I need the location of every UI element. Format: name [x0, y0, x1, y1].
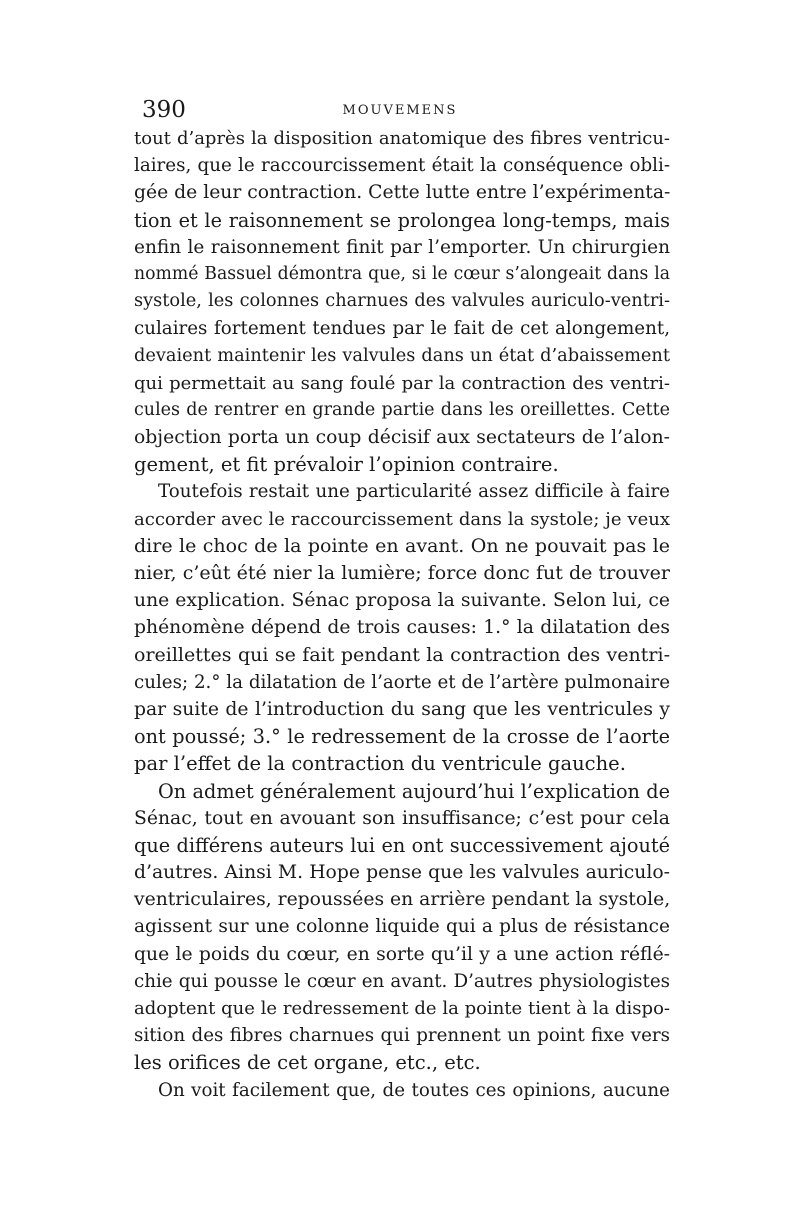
text-line: On voit facilement que, de toutes ces opinions, aucune	[158, 1079, 670, 1101]
text-line: gement, et fit prévaloir l’opinion contraire.	[134, 453, 559, 477]
page-header	[130, 95, 670, 125]
text-line: par suite de l’introduction du sang que les ventricules y	[134, 698, 670, 720]
text-line: agissent sur une colonne liquide qui a plus de résistance	[134, 916, 670, 938]
text-line: phénomène dépend de trois causes: 1.° la dilatation des	[134, 617, 670, 639]
text-line: chie qui pousse le cœur en avant. D’autres physiologistes	[134, 970, 670, 992]
text-line: cules; 2.° la dilatation de l’aorte et de l’artère pulmonaire	[134, 671, 670, 693]
text-line: nier, c’eût été nier la lumière; force donc fut de trouver	[134, 562, 670, 584]
text-line: accorder avec le raccourcissement dans la systole; je veux	[134, 508, 670, 530]
text-line: cules de rentrer en grande partie dans les oreillettes. Cette	[134, 399, 670, 420]
text-line: sition des fibres charnues qui prennent un point fixe vers	[134, 1025, 670, 1047]
text-line: Sénac, tout en avouant son insuffisance; c’est pour cela	[134, 807, 670, 829]
text-line: oreillettes qui se fait pendant la contraction des ventri-	[134, 643, 670, 666]
text-line: adoptent que le redressement de la pointe tient à la dispo-	[134, 998, 670, 1019]
running-head: MOUVEMENS	[342, 103, 458, 118]
text-line: par l’effet de la contraction du ventricule gauche.	[134, 752, 626, 776]
text-line: On admet généralement aujourd’hui l’explication de	[158, 779, 670, 803]
page-number: 390	[142, 97, 186, 123]
text-line: les orifices de cet organe, etc., etc.	[134, 1051, 481, 1075]
text-line: d’autres. Ainsi M. Hope pense que les valvules auriculo-	[134, 862, 670, 884]
text-line: qui permettait au sang foulé par la contraction des ventri-	[134, 372, 670, 394]
text-line: enfin le raisonnement finit par l’emporter. Un chirurgien	[134, 236, 670, 258]
text-line: laires, que le raccourcissement était la conséquence obli-	[134, 155, 670, 177]
text-line: Toutefois restait une particularité assez difficile à faire	[158, 481, 670, 503]
text-line: objection porta un coup décisif aux sectateurs de l’alon-	[134, 427, 670, 449]
text-line: culaires fortement tendues par le fait de cet alongement,	[134, 318, 670, 340]
text-line: que le poids du cœur, en sorte qu’il y a une action réflé-	[134, 943, 670, 965]
text-line: dire le choc de la pointe en avant. On ne pouvait pas le	[134, 534, 670, 557]
text-line: tout d’après la disposition anatomique des fibres ventricu-	[134, 128, 670, 149]
text-line: ventriculaires, repoussées en arrière pendant la systole,	[134, 889, 671, 911]
text-line: systole, les colonnes charnues des valvules auriculo-ventri-	[134, 291, 670, 312]
text-line: devaient maintenir les valvules dans un état d’abaissement	[134, 345, 670, 366]
text-line: que différens auteurs lui en ont successivement ajouté	[134, 833, 670, 857]
text-line: nommé Bassuel démontra que, si le cœur s’alongeait dans la	[134, 263, 670, 284]
text-line: ont poussé; 3.° le redressement de la crosse de l’aorte	[134, 725, 670, 749]
text-line: une explication. Sénac proposa la suivante. Selon lui, ce	[134, 590, 670, 612]
text-line: gée de leur contraction. Cette lutte entre l’expérimenta-	[134, 182, 671, 204]
body-text	[134, 125, 670, 1104]
text-line: tion et le raisonnement se prolongea long-temps, mais	[134, 208, 670, 232]
